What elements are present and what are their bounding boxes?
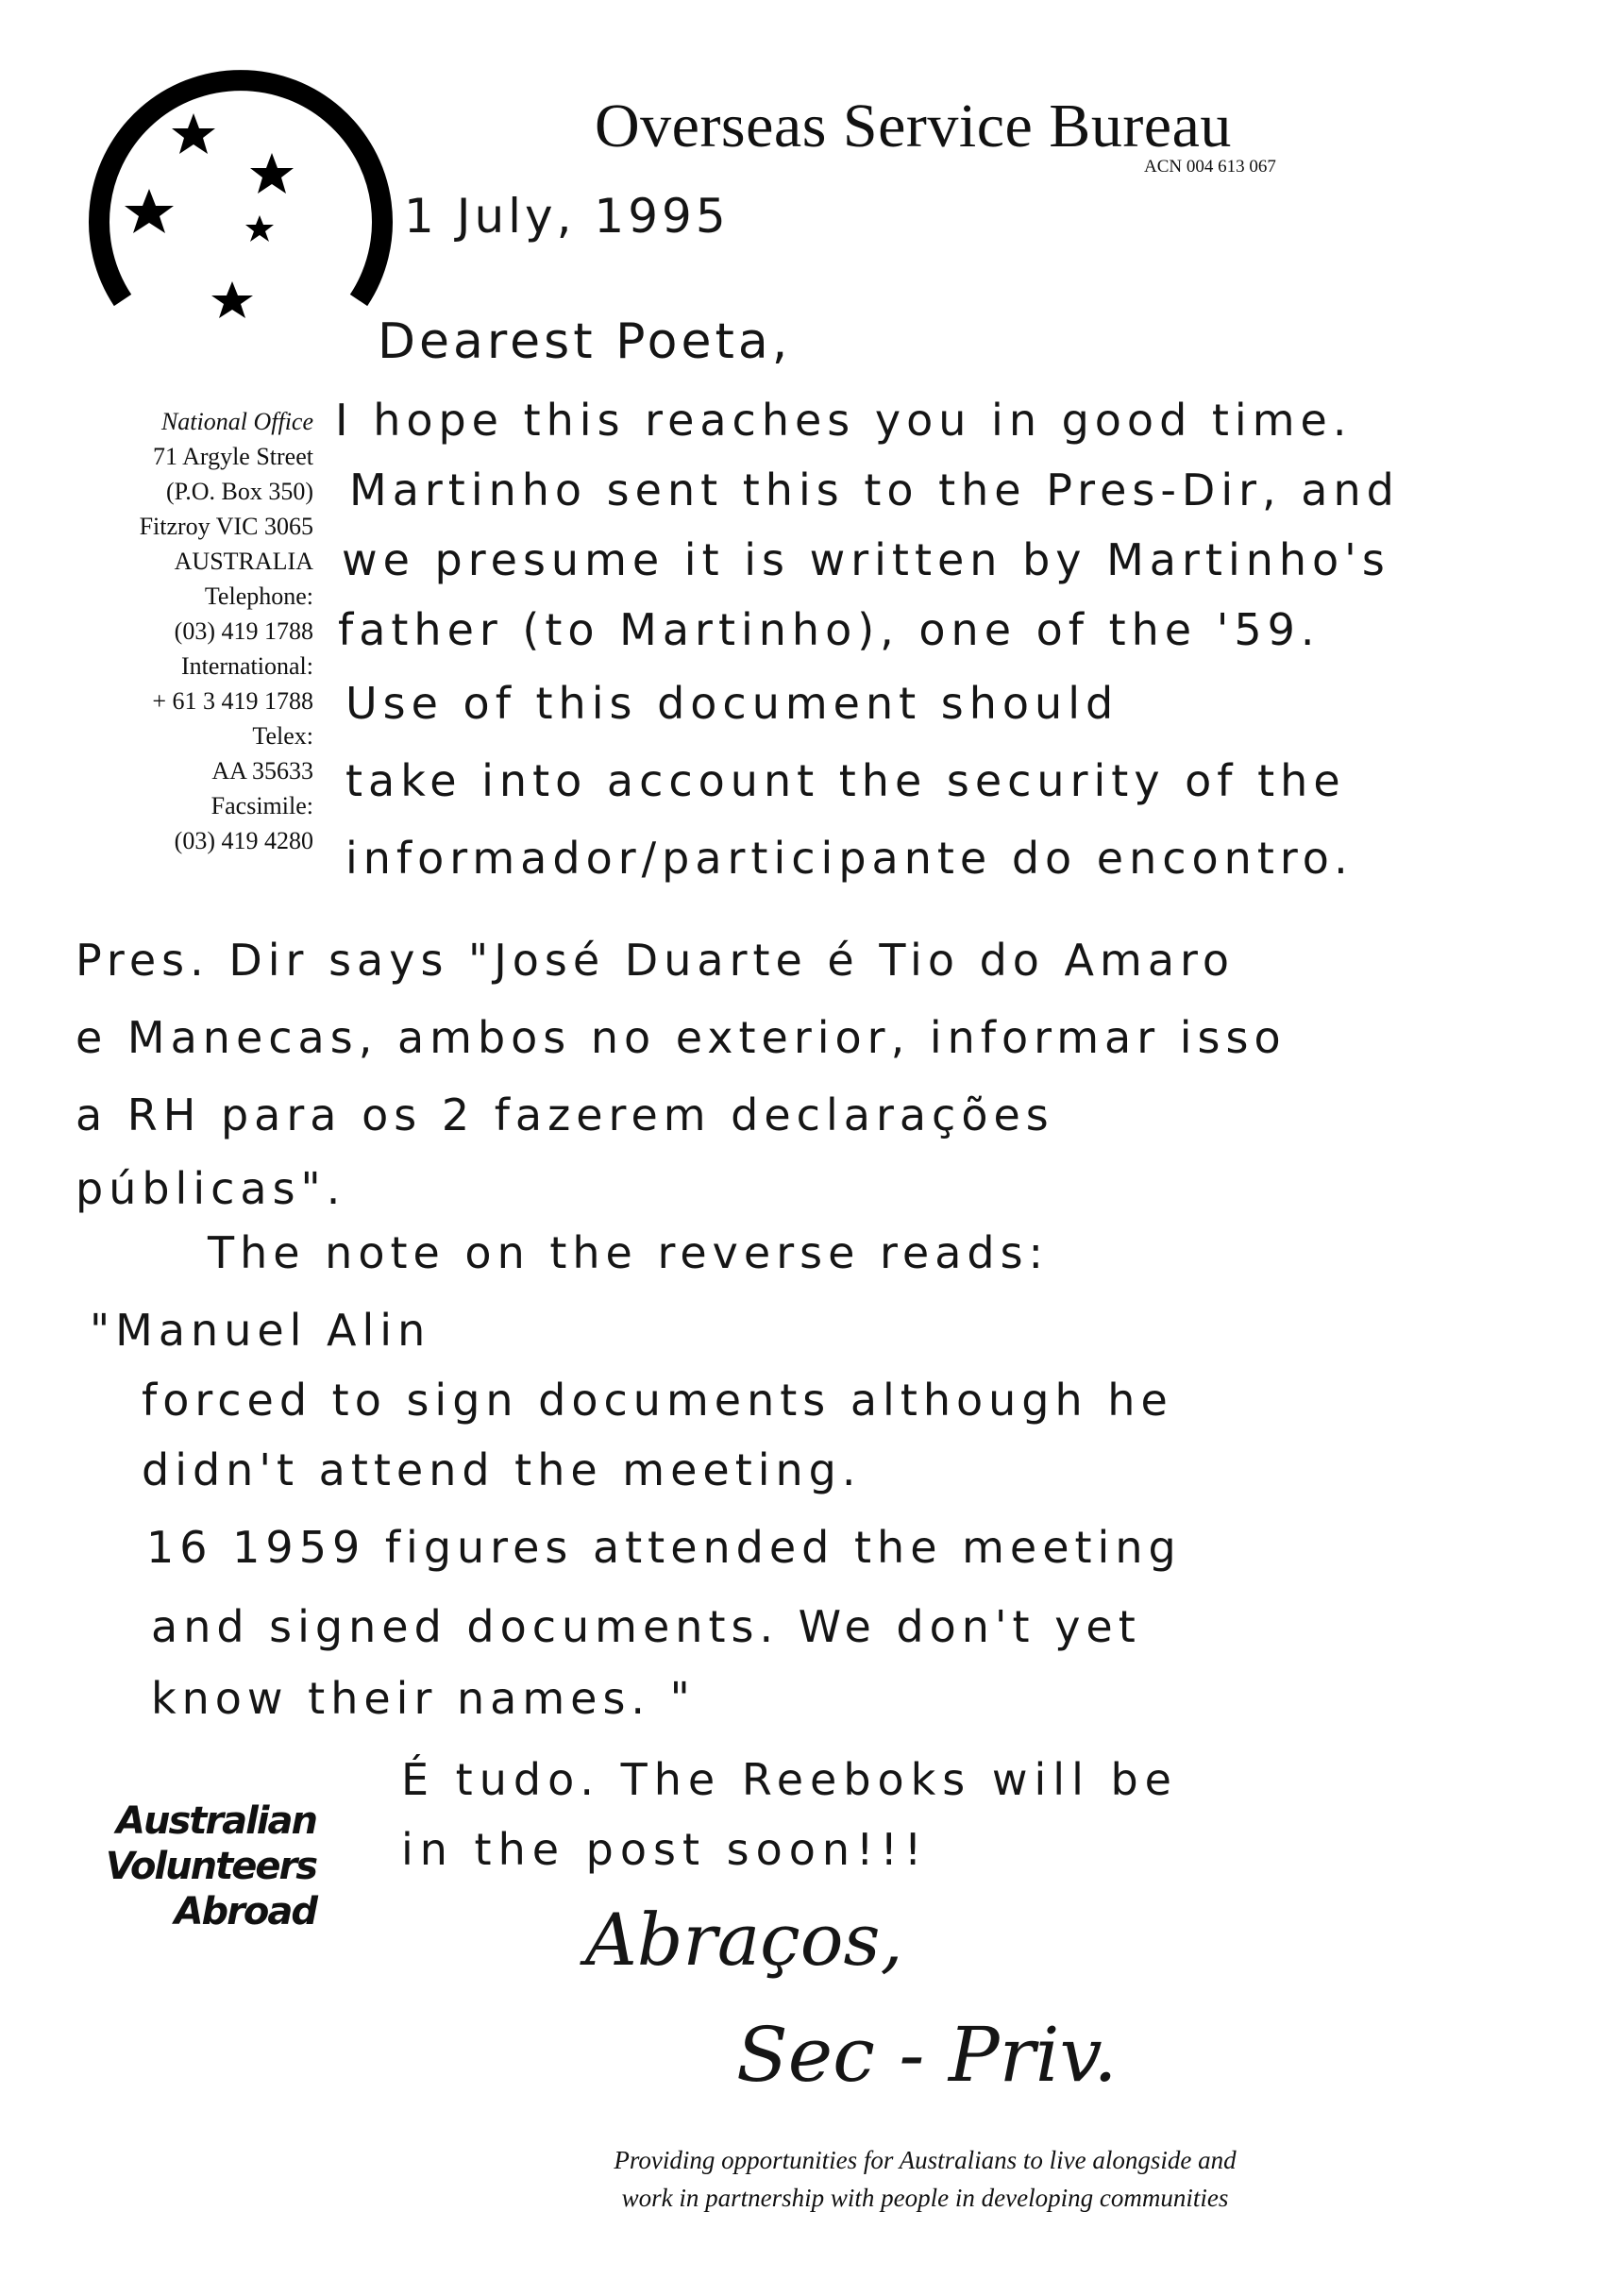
- street-address: 71 Argyle Street: [153, 443, 313, 470]
- body-line: informador/participante do encontro.: [345, 833, 1354, 884]
- body-line: take into account the security of the: [345, 755, 1346, 806]
- signoff: Abraços,: [585, 1898, 903, 1982]
- international-label: International:: [180, 652, 313, 680]
- telex-number: AA 35633: [211, 757, 313, 785]
- telephone-number: (03) 419 1788: [174, 617, 313, 645]
- body-line: father (to Martinho), one of the '59.: [338, 604, 1321, 655]
- ava-line: Australian: [116, 1799, 316, 1843]
- body-line: "Manuel Alin: [90, 1305, 431, 1356]
- body-line: The note on the reverse reads:: [208, 1227, 1050, 1278]
- po-box: (P.O. Box 350): [165, 478, 313, 505]
- body-line: forced to sign documents although he: [142, 1375, 1173, 1426]
- footer-line: Providing opportunities for Australians to live alongside and: [614, 2146, 1237, 2174]
- body-line: Martinho sent this to the Pres-Dir, and: [349, 464, 1400, 515]
- office-label: National Office: [160, 408, 313, 435]
- facsimile-number: (03) 419 4280: [174, 827, 313, 854]
- salutation: Dearest Poeta,: [378, 313, 792, 370]
- address-block: [57, 404, 313, 858]
- closing-line: É tudo. The Reeboks will be: [401, 1754, 1178, 1805]
- footer-tagline: [529, 2141, 1321, 2217]
- body-line: Pres. Dir says "José Duarte é Tio do Amaro: [76, 935, 1236, 986]
- ava-line: Volunteers: [105, 1845, 316, 1888]
- telex-label: Telex:: [252, 722, 313, 750]
- body-line: 16 1959 figures attended the meeting: [146, 1522, 1182, 1573]
- ava-line: Abroad: [174, 1890, 316, 1933]
- star-icon: [245, 215, 274, 242]
- body-line: didn't attend the meeting.: [142, 1444, 862, 1495]
- city: Fitzroy VIC 3065: [139, 513, 313, 540]
- signature: Sec - Priv.: [736, 2011, 1118, 2099]
- body-line: a RH para os 2 fazerem declarações: [76, 1089, 1054, 1140]
- body-line: know their names. ": [151, 1673, 696, 1724]
- southern-cross-logo: [66, 57, 406, 340]
- facsimile-label: Facsimile:: [210, 792, 313, 819]
- star-icon: [125, 189, 174, 233]
- body-line: and signed documents. We don't yet: [151, 1601, 1141, 1652]
- letter-date: 1 July, 1995: [404, 189, 730, 244]
- country: AUSTRALIA: [174, 548, 313, 575]
- star-icon: [172, 113, 215, 154]
- acn-number: ACN 004 613 067: [1144, 157, 1276, 177]
- body-line: públicas".: [76, 1163, 346, 1214]
- telephone-label: Telephone:: [204, 582, 313, 610]
- closing-line: in the post soon!!!: [401, 1824, 929, 1875]
- international-number: + 61 3 419 1788: [152, 687, 313, 715]
- body-line: Use of this document should: [345, 678, 1119, 729]
- star-icon: [211, 281, 253, 318]
- footer-line: work in partnership with people in developing communities: [621, 2184, 1229, 2212]
- organization-name: Overseas Service Bureau: [595, 92, 1232, 160]
- star-icon: [250, 153, 294, 194]
- ava-logo: [57, 1798, 316, 1934]
- body-line: e Manecas, ambos no exterior, informar isso: [76, 1012, 1287, 1063]
- body-line: we presume it is written by Martinho's: [342, 534, 1390, 585]
- body-line: I hope this reaches you in good time.: [335, 395, 1353, 446]
